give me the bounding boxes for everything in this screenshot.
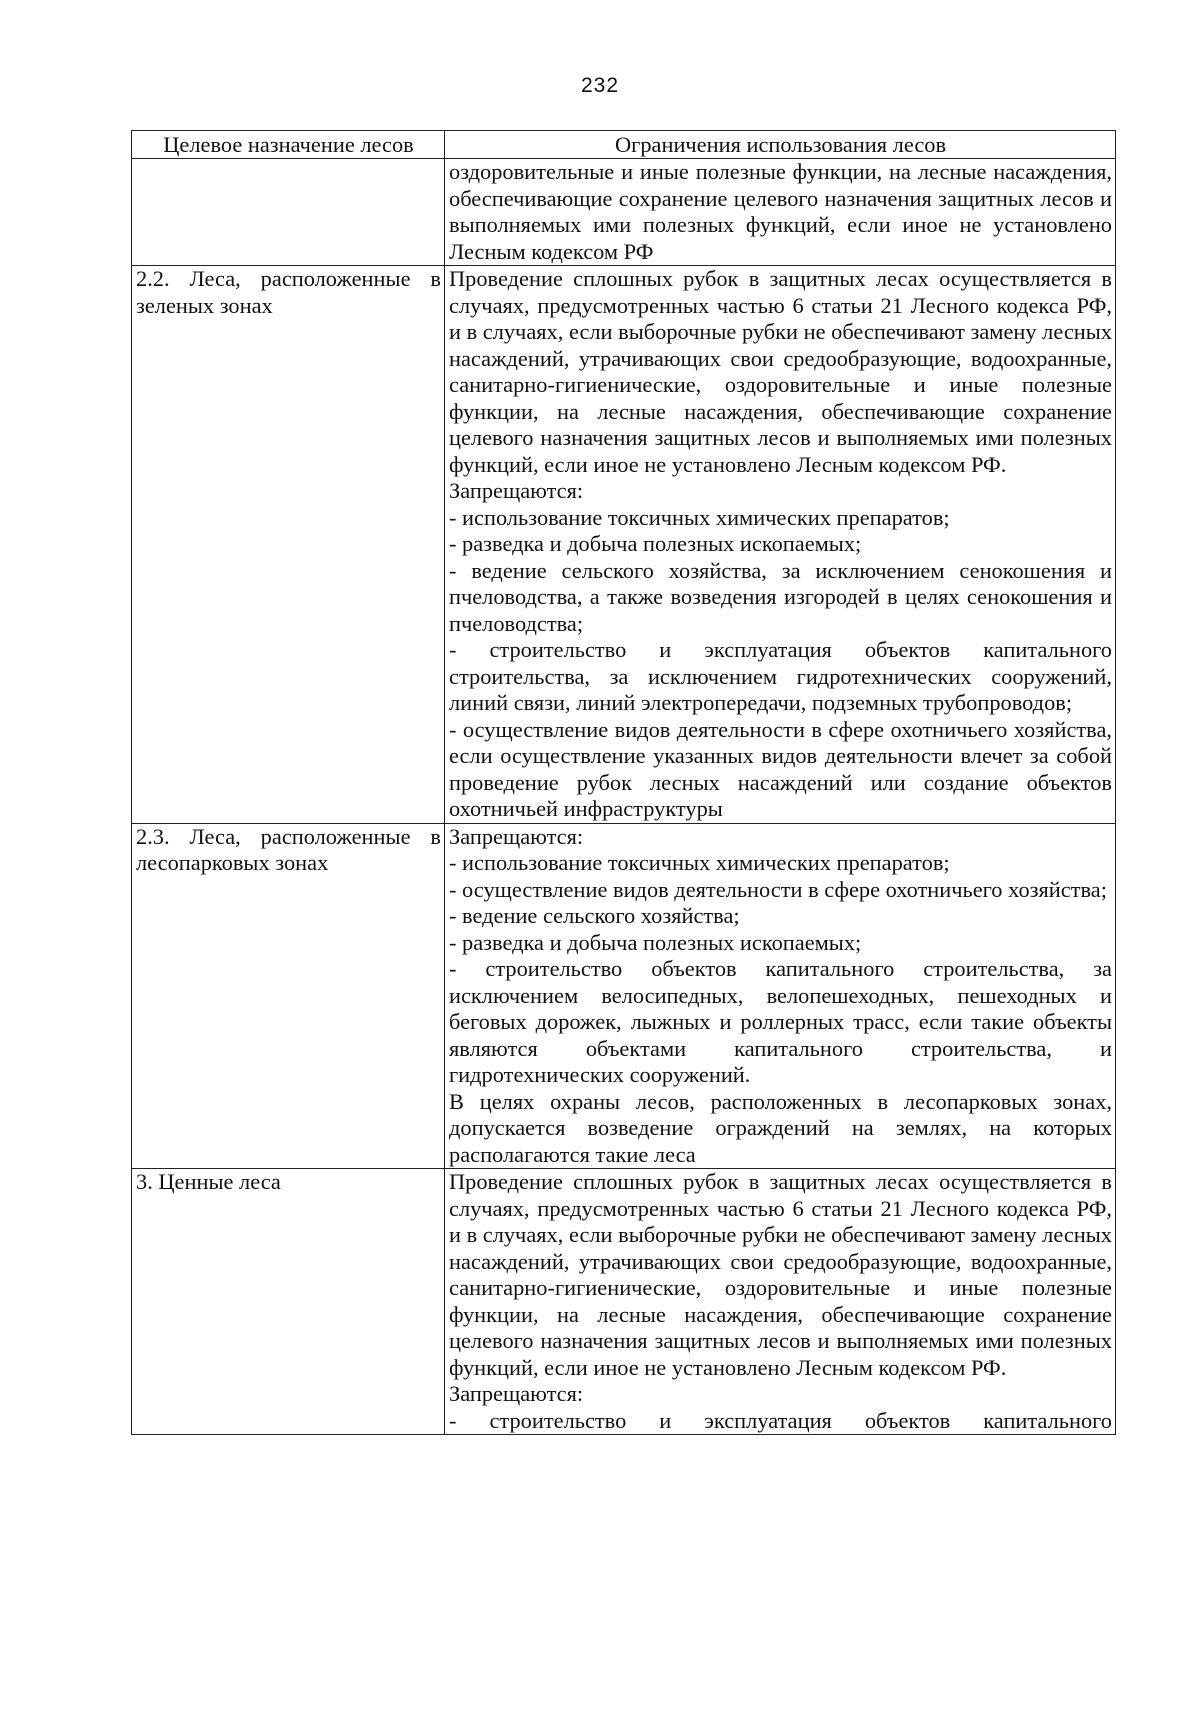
restriction-item: - ведение сельского хозяйства, за исключением сенокошения и пчеловодства, а также возведения изгородей в целях сенокошения и пчеловодства;	[449, 557, 1112, 636]
table-row	[132, 159, 1116, 266]
purpose-cell	[132, 266, 445, 824]
table-row	[132, 1169, 1116, 1435]
restriction-item: - ведение сельского хозяйства;	[449, 903, 740, 928]
forest-restrictions-table	[131, 130, 1116, 1435]
restriction-paragraph: Запрещаются:	[449, 1381, 584, 1406]
restriction-item: - осуществление видов деятельности в сфере охотничьего хозяйства;	[449, 876, 1107, 902]
restriction-item: - использование токсичных химических препаратов;	[449, 504, 950, 530]
table-row	[132, 266, 1116, 824]
restriction-item: - строительство объектов капитального строительства, за исключением велосипедных, велопешеходных, пешеходных и беговых дорожек, лыжных и роллерных трасс, если такие объекты являются объектами капитального строительства, и гидротехнических сооружений.	[449, 956, 1112, 1087]
restriction-item: - осуществление видов деятельности в сфере охотничьего хозяйства, если осуществление указанных видов деятельности влечет за собой проведение рубок лесных насаждений или создание объектов охотничьей инфраструктуры	[449, 716, 1112, 821]
restriction-item: - разведка и добыча полезных ископаемых;	[449, 929, 862, 955]
restriction-paragraph: Запрещаются:	[449, 823, 584, 849]
purpose-label: 2.3. Леса, расположенные в лесопарковых зонах	[136, 823, 441, 875]
restriction-item: - строительство и эксплуатация объектов капитального	[449, 1407, 1112, 1433]
restrictions-cell	[445, 1169, 1116, 1435]
purpose-cell	[132, 1169, 445, 1435]
restriction-item: - разведка и добыча полезных ископаемых;	[449, 531, 862, 556]
table-header-row	[132, 131, 1116, 159]
restriction-item: - строительство и эксплуатация объектов капитального строительства, за исключением гидротехнических сооружений, линий связи, линий электропередачи, подземных трубопроводов;	[449, 637, 1112, 715]
restriction-paragraph: оздоровительные и иные полезные функции, на лесные насаждения, обеспечивающие сохранение целевого назначения защитных лесов и выполняемых ими полезных функций, если иное не установлено Лесным кодексом РФ	[449, 159, 1112, 264]
restriction-paragraph: Проведение сплошных рубок в защитных лесах осуществляется в случаях, предусмотренных частью 6 статьи 21 Лесного кодекса РФ, и в случаях, если выборочные рубки не обеспечивают замену лесных насаждений, утрачивающих свои средообразующие, водоохранные, санитарно-гигиенические, оздоровительные и иные полезные функции, на лесные насаждения, обеспечивающие сохранение целевого назначения защитных лесов и выполняемых ими полезных функций, если иное не установлено Лесным кодексом РФ.	[449, 266, 1112, 477]
page-number: 232	[580, 74, 620, 97]
restriction-paragraph: В целях охраны лесов, расположенных в лесопарковых зонах, допускается возведение ограждений на землях, на которых располагаются такие леса	[449, 1088, 1112, 1167]
restrictions-cell	[445, 159, 1116, 266]
purpose-label: 2.2. Леса, расположенные в зеленых зонах	[136, 266, 441, 318]
table-row	[132, 823, 1116, 1169]
restrictions-cell	[445, 266, 1116, 824]
purpose-label: 3. Ценные леса	[136, 1169, 281, 1194]
restriction-paragraph: Запрещаются:	[449, 478, 584, 503]
purpose-cell	[132, 159, 445, 266]
purpose-cell	[132, 823, 445, 1169]
restriction-item: - использование токсичных химических препаратов;	[449, 850, 950, 875]
restrictions-cell	[445, 823, 1116, 1169]
header-restrictions: Ограничения использования лесов	[445, 131, 1116, 159]
header-purpose: Целевое назначение лесов	[132, 131, 445, 159]
restriction-paragraph: Проведение сплошных рубок в защитных лесах осуществляется в случаях, предусмотренных частью 6 статьи 21 Лесного кодекса РФ, и в случаях, если выборочные рубки не обеспечивают замену лесных насаждений, утрачивающих свои средообразующие, водоохранные, санитарно-гигиенические, оздоровительные и иные полезные функции, на лесные насаждения, обеспечивающие сохранение целевого назначения защитных лесов и выполняемых ими полезных функций, если иное не установлено Лесным кодексом РФ.	[449, 1169, 1112, 1380]
